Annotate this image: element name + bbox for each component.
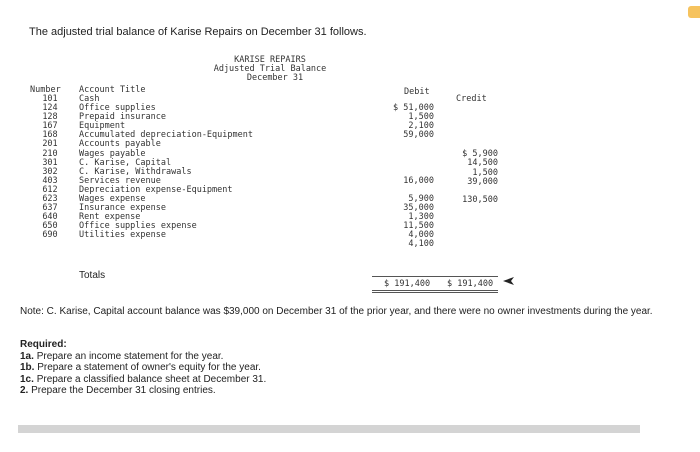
account-title: Accumulated depreciation-Equipment bbox=[79, 130, 253, 141]
debit-amount: 11,500 bbox=[403, 221, 434, 232]
account-number-column bbox=[35, 95, 65, 241]
debit-amount: 2,100 bbox=[408, 121, 434, 132]
debit-amount: $ 51,000 bbox=[393, 103, 434, 113]
debit-amount: 4,100 bbox=[408, 239, 434, 250]
totals-label: Totals bbox=[79, 270, 106, 281]
required-item bbox=[20, 374, 266, 386]
credit-amount bbox=[452, 123, 498, 132]
account-title: C. Karise, Capital bbox=[79, 157, 172, 168]
account-title: Cash bbox=[79, 94, 100, 104]
credit-amount bbox=[452, 241, 498, 250]
totals-debit: $ 191,400 bbox=[384, 279, 431, 289]
account-number: 101 bbox=[42, 94, 58, 104]
credit-amount bbox=[452, 205, 498, 214]
required-item-text: Prepare the December 31 closing entries. bbox=[31, 385, 216, 396]
credit-amount bbox=[452, 114, 498, 123]
account-title: Equipment bbox=[79, 121, 126, 132]
account-number: 623 bbox=[42, 194, 58, 205]
account-title-column bbox=[79, 95, 253, 241]
required-item-id: 1b. bbox=[20, 362, 35, 373]
header-account-title: Account Title bbox=[79, 85, 146, 95]
debit-amount bbox=[384, 159, 434, 168]
account-title: Office supplies bbox=[79, 103, 156, 114]
credit-amount bbox=[452, 232, 498, 241]
account-title: Insurance expense bbox=[79, 203, 166, 214]
required-item bbox=[20, 362, 266, 374]
help-tab[interactable] bbox=[688, 6, 700, 18]
required-item bbox=[20, 351, 266, 363]
statement-title: Adjusted Trial Balance bbox=[213, 64, 327, 74]
totals-credit: $ 191,400 bbox=[447, 279, 494, 289]
debit-column bbox=[384, 104, 434, 250]
statement-company: KARISE REPAIRS bbox=[234, 55, 306, 65]
account-title: Office supplies expense bbox=[79, 221, 197, 232]
required-item-id: 1c. bbox=[20, 373, 34, 385]
credit-amount bbox=[452, 250, 498, 259]
account-title: Accounts payable bbox=[79, 139, 161, 150]
totals-double-rule-1 bbox=[372, 290, 498, 291]
debit-amount: 4,000 bbox=[408, 230, 434, 241]
credit-amount bbox=[452, 223, 498, 232]
account-title: Prepaid insurance bbox=[79, 112, 166, 123]
header-debit: Debit bbox=[404, 87, 430, 97]
statement-date: December 31 bbox=[246, 73, 304, 83]
account-number: 168 bbox=[42, 130, 58, 141]
account-number: 612 bbox=[42, 184, 58, 195]
cursor-arrow-icon bbox=[503, 276, 515, 286]
credit-column bbox=[452, 114, 498, 260]
debit-amount: 59,000 bbox=[403, 130, 434, 141]
credit-amount: $ 5,900 bbox=[462, 149, 498, 160]
account-number: 210 bbox=[42, 148, 58, 159]
account-title: Utilities expense bbox=[79, 230, 166, 241]
required-item bbox=[20, 385, 266, 397]
required-section bbox=[20, 339, 266, 397]
account-number: 403 bbox=[42, 175, 58, 186]
header-credit: Credit bbox=[456, 94, 487, 104]
debit-amount: 5,900 bbox=[408, 193, 434, 204]
account-number: 167 bbox=[42, 121, 58, 132]
credit-amount: 14,500 bbox=[467, 158, 498, 169]
credit-amount bbox=[452, 132, 498, 141]
required-item-id: 2. bbox=[20, 385, 29, 396]
credit-amount bbox=[452, 214, 498, 223]
account-title: Services revenue bbox=[79, 175, 161, 186]
debit-amount bbox=[384, 149, 434, 158]
account-title: Depreciation expense-Equipment bbox=[79, 184, 233, 195]
account-number: 124 bbox=[42, 103, 58, 114]
totals-double-rule-2 bbox=[372, 292, 498, 293]
account-number: 690 bbox=[42, 230, 58, 241]
note-text: Note: C. Karise, Capital account balance was $39,000 on December 31 of the prior year, and there were no owner investments during the year. bbox=[20, 306, 653, 317]
intro-text: The adjusted trial balance of Karise Repairs on December 31 follows. bbox=[29, 26, 367, 38]
account-title: Wages payable bbox=[79, 148, 146, 159]
account-number: 650 bbox=[42, 221, 58, 232]
required-heading: Required: bbox=[20, 339, 67, 350]
horizontal-scrollbar[interactable] bbox=[18, 425, 640, 433]
account-number: 302 bbox=[42, 166, 58, 177]
debit-amount: 1,300 bbox=[408, 212, 434, 223]
debit-amount: 16,000 bbox=[403, 175, 434, 186]
account-number: 128 bbox=[42, 112, 58, 123]
required-item-text: Prepare a statement of owner's equity for the year. bbox=[37, 362, 261, 373]
credit-amount: 130,500 bbox=[462, 194, 498, 205]
credit-amount: 39,000 bbox=[467, 176, 498, 187]
required-item-id: 1a. bbox=[20, 350, 34, 362]
account-number: 640 bbox=[42, 212, 58, 223]
debit-amount: 35,000 bbox=[403, 203, 434, 214]
required-item-text: Prepare a classified balance sheet at December 31. bbox=[36, 373, 267, 385]
account-number: 637 bbox=[42, 203, 58, 214]
account-title: Wages expense bbox=[79, 194, 146, 205]
account-number: 201 bbox=[42, 139, 58, 150]
debit-amount: 1,500 bbox=[408, 112, 434, 123]
debit-amount bbox=[384, 140, 434, 149]
account-title: Rent expense bbox=[79, 212, 141, 223]
credit-amount: 1,500 bbox=[472, 167, 498, 178]
account-number: 301 bbox=[42, 157, 58, 168]
totals-rule bbox=[372, 276, 498, 277]
required-item-text: Prepare an income statement for the year. bbox=[36, 350, 224, 362]
account-title: C. Karise, Withdrawals bbox=[79, 166, 192, 177]
header-number: Number bbox=[30, 85, 61, 95]
